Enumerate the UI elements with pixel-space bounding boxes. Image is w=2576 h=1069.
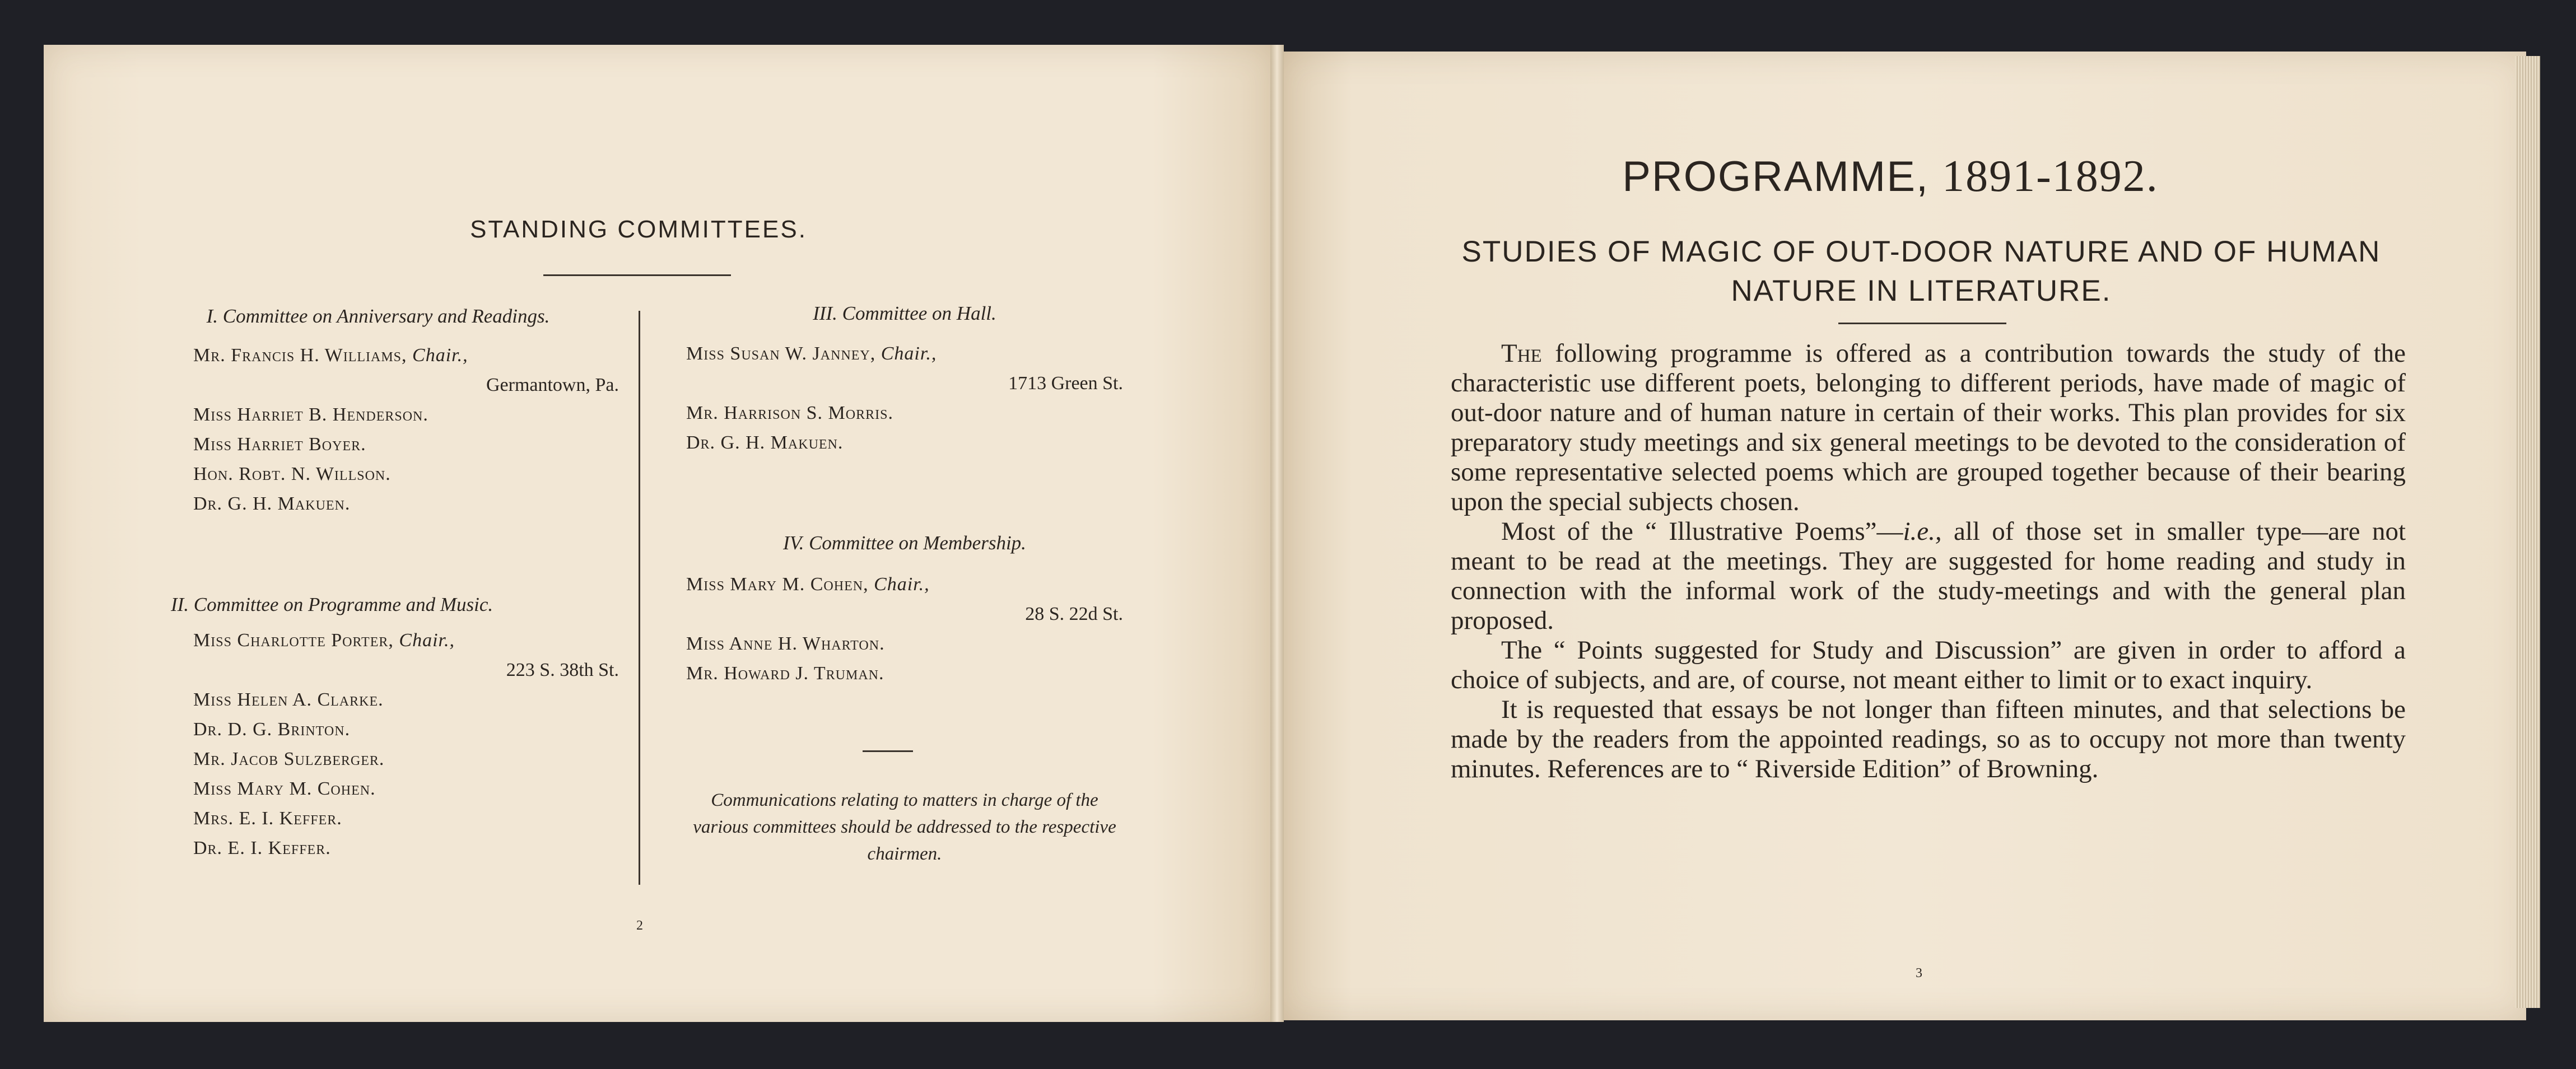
member-name: Miss Mary M. Cohen.: [193, 778, 376, 799]
paragraph: The “ Points suggested for Study and Discussion” are given in order to afford a choice of subjects, and are, of course, not meant either to limit or to exact inquiry.: [1451, 636, 2406, 694]
committee-heading: II. Committee on Programme and Music.: [171, 594, 493, 615]
subtitle-rule: [1838, 323, 2006, 324]
committee-heading: IV. Committee on Membership.: [783, 532, 1026, 554]
member-address: 223 S. 38th St.: [506, 660, 619, 680]
member-name: Dr. D. G. Brinton.: [193, 719, 351, 740]
member-name: Miss Charlotte Porter, Chair.,: [193, 630, 455, 651]
member-address: 1713 Green St.: [1008, 373, 1123, 394]
title-rule: [543, 274, 731, 276]
member-name: Mr. Harrison S. Morris.: [686, 403, 893, 423]
member-name: Miss Harriet Boyer.: [193, 434, 366, 455]
page-number-left: 2: [636, 918, 643, 933]
member-address: Germantown, Pa.: [486, 375, 619, 395]
member-name: Miss Susan W. Janney, Chair.,: [686, 343, 937, 364]
committee-anniversary: [171, 302, 619, 519]
committee-heading: I. Committee on Anniversary and Readings.: [206, 305, 550, 327]
member-name: Dr. E. I. Keffer.: [193, 838, 331, 858]
member-name: Dr. G. H. Makuen.: [686, 432, 844, 453]
member-name: Hon. Robt. N. Willson.: [193, 464, 391, 484]
member-name: Miss Helen A. Clarke.: [193, 689, 384, 710]
member-name: Miss Harriet B. Henderson.: [193, 404, 428, 425]
committee-programme: [171, 591, 619, 863]
book-gutter: [1270, 45, 1284, 1022]
paragraph: The following programme is offered as a contribution towards the study of the characteristic use different poets, belonging to different periods, have made of magic of out-door nature and of human nature in certain of their works. This plan provides for six preparatory study meetings and six general meetings to be devoted to the consideration of some representative selected poems which are grouped together because of their bearing upon the special subjects chosen.: [1451, 339, 2406, 516]
member-name: Mr. Jacob Sulzberger.: [193, 749, 385, 769]
communications-note: Communications relating to matters in charge of the various committees should be addressed to the respective chairmen.: [693, 790, 1116, 864]
committee-membership: [686, 529, 1123, 688]
standing-committees-title: STANDING COMMITTEES.: [470, 216, 807, 243]
committee-hall: [686, 300, 1123, 458]
column-divider: [639, 311, 640, 885]
member-name: Mrs. E. I. Keffer.: [193, 808, 342, 829]
member-name: Mr. Francis H. Williams, Chair.,: [193, 345, 468, 366]
member-name: Dr. G. H. Makuen.: [193, 493, 351, 514]
page-edges: [2515, 56, 2540, 1008]
member-name: Miss Anne H. Wharton.: [686, 633, 885, 654]
member-name: Miss Mary M. Cohen, Chair.,: [686, 574, 930, 595]
member-address: 28 S. 22d St.: [1025, 604, 1123, 624]
paragraph: Most of the “ Illustrative Poems”—i.e., all of those set in smaller type—are not meant to be read at the meetings. They are suggested for home reading and study in connection with the informal work of the study-meetings and with the general plan proposed.: [1451, 517, 2406, 635]
programme-subtitle: STUDIES OF MAGIC OF OUT-DOOR NATURE AND OF HUMAN NATURE IN LITERATURE.: [1461, 235, 2381, 307]
programme-title: [1288, 151, 2493, 202]
short-rule: [863, 750, 913, 752]
programme-body: [1451, 339, 2406, 784]
committee-heading: III. Committee on Hall.: [813, 302, 996, 324]
page-number-right: 3: [1916, 966, 1922, 981]
programme-years: 1891-1892.: [1942, 152, 2159, 201]
member-name: Mr. Howard J. Truman.: [686, 663, 884, 684]
paragraph: It is requested that essays be not longer than fifteen minutes, and that selections be made by the readers from the appointed readings, so as to occupy not more than twenty minutes. References are to “ Riverside Edition” of Browning.: [1451, 695, 2406, 783]
programme-title-text: PROGRAMME,: [1622, 153, 1930, 200]
